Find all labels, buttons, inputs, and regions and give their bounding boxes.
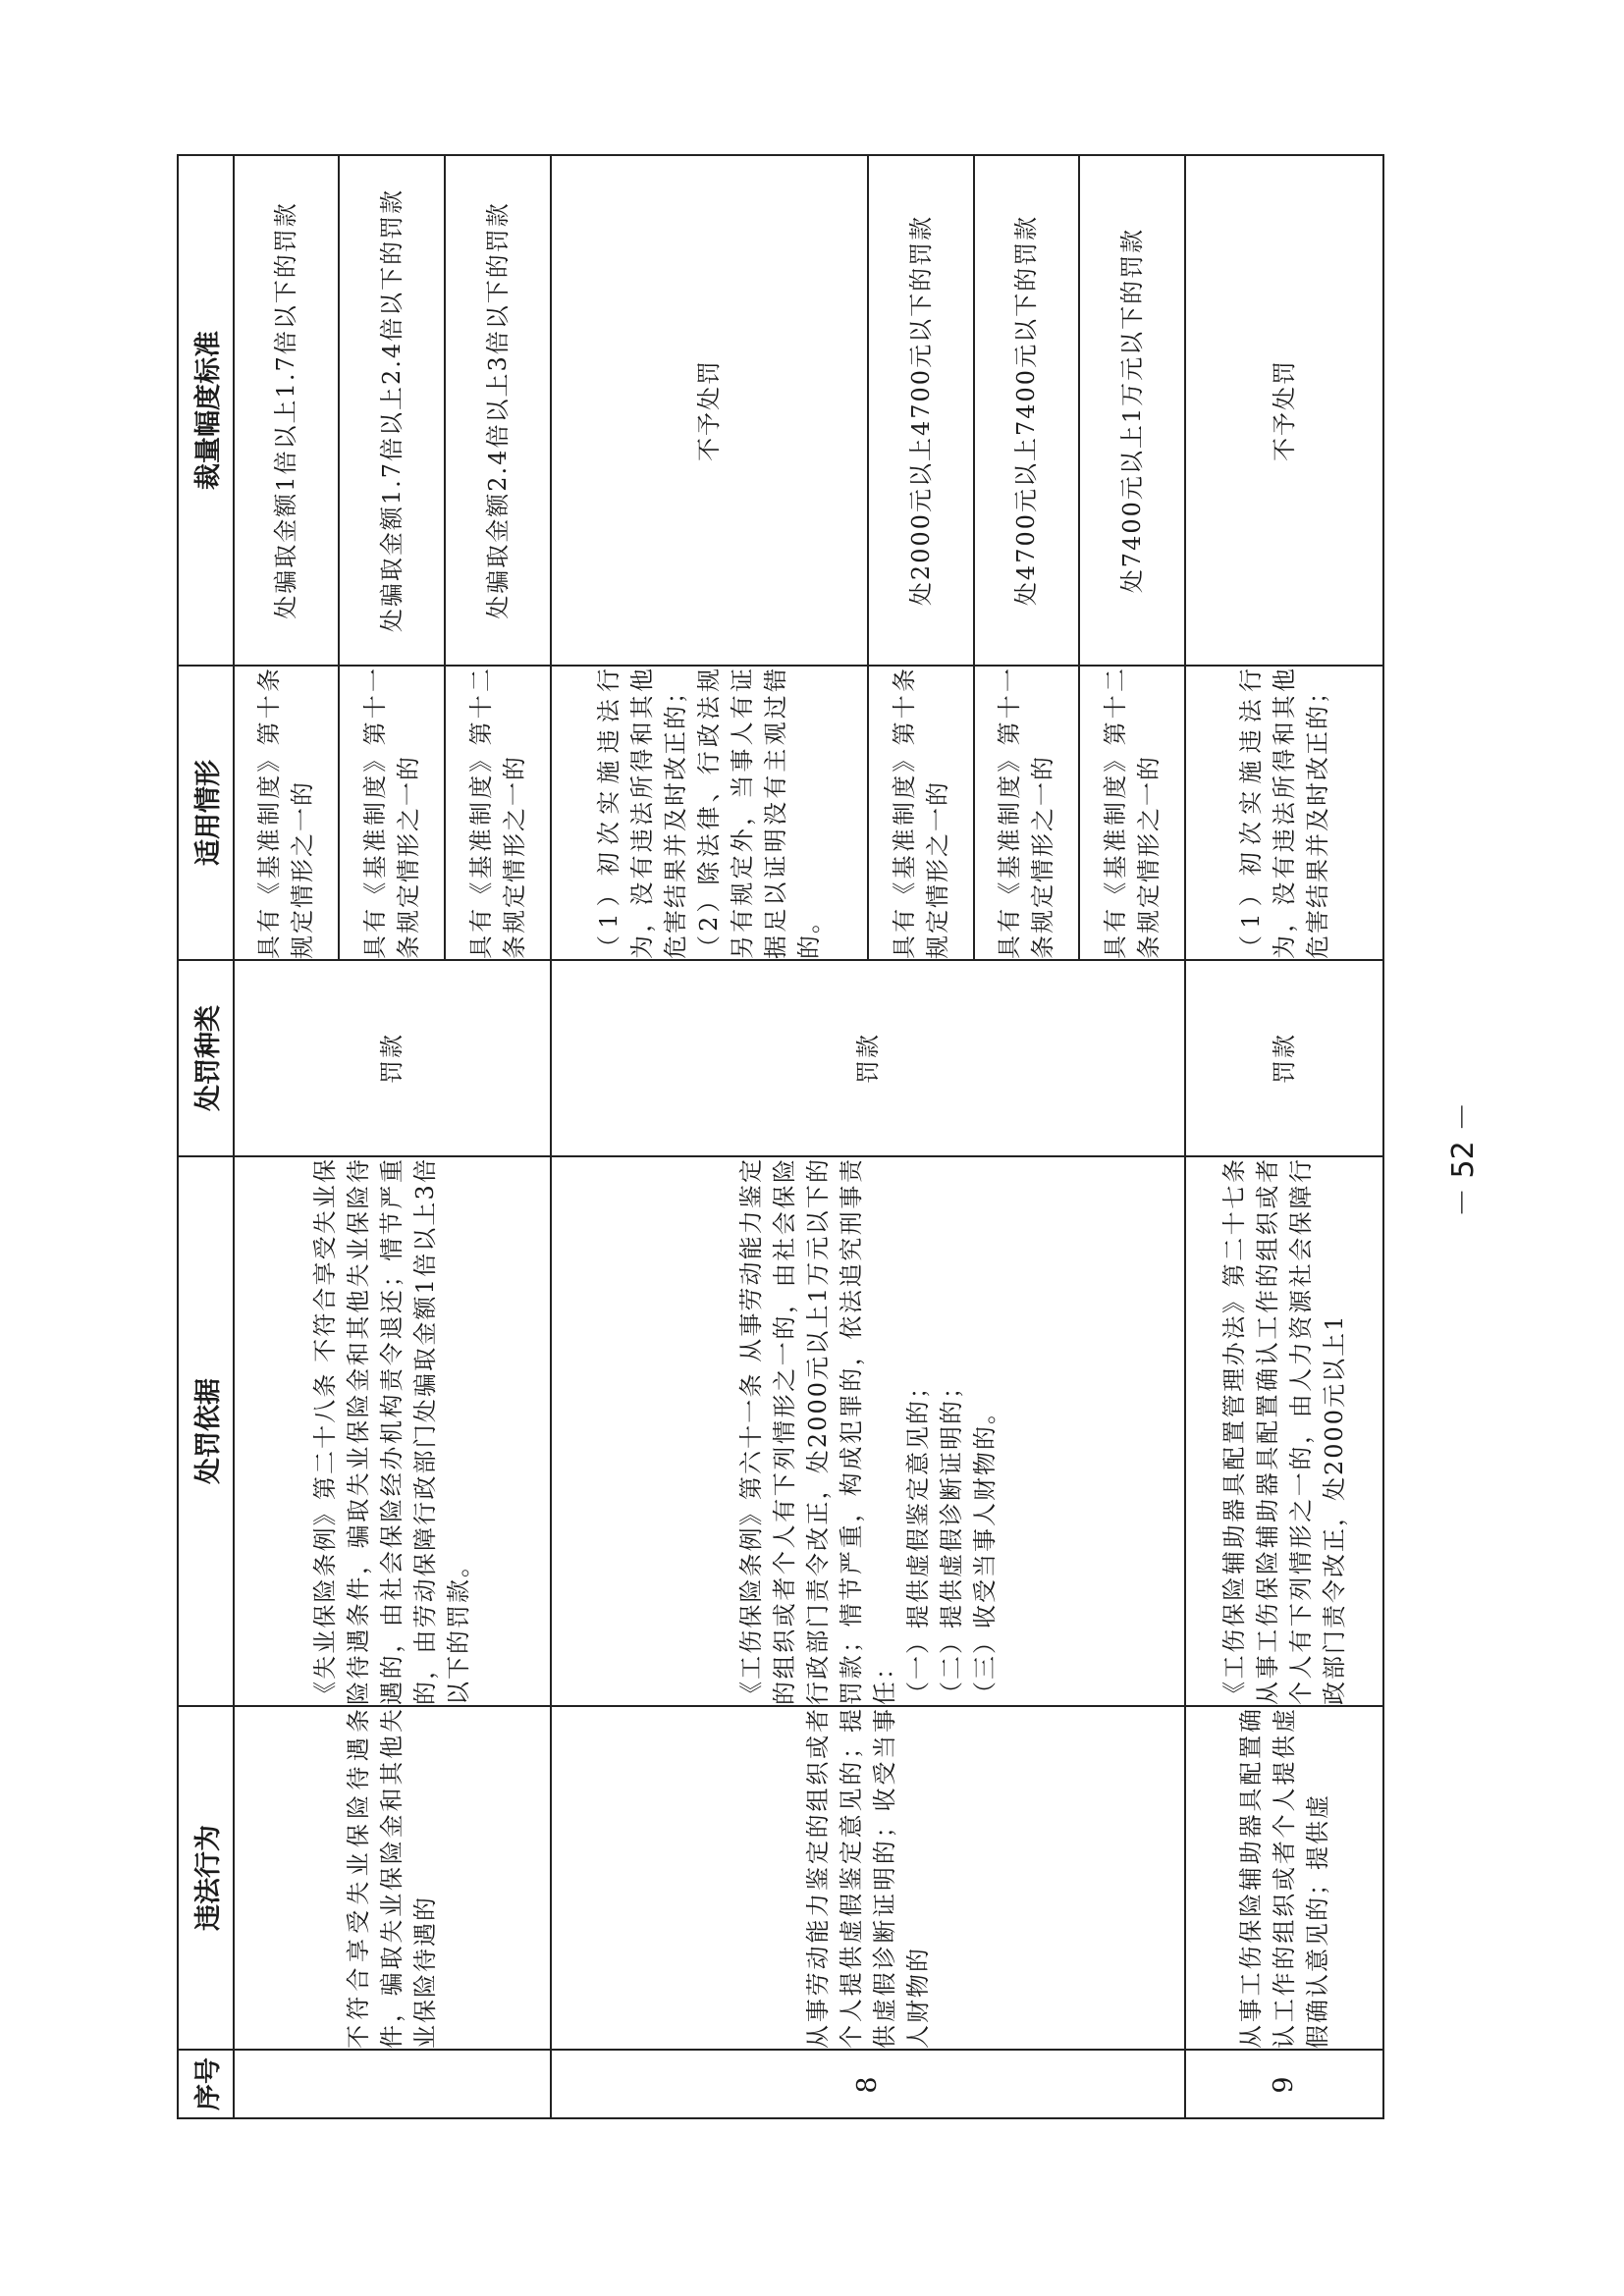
table-row [1185,155,1383,2118]
situation-cell: （1）初次实施违法行为，没有违法所得和其他危害结果并及时改正的； [1185,666,1383,960]
violation-cell: 不符合享受失业保险待遇条件，骗取失业保险金和其他失业保险待遇的 [234,1706,551,2050]
table-row [234,155,340,2118]
situation-cell: 具有《基准制度》第十一条规定情形之一的 [974,666,1080,960]
seq-cell: 8 [551,2050,1185,2118]
seq-cell: 9 [1185,2050,1383,2118]
basis-line: 《工伤保险条例》第六十一条 从事劳动能力鉴定的组织或者个人有下列情形之一的，由社会保险行政部门责令改正，处2000元以上1万元以下的罚款；情节严重，构成犯罪的，依法追究刑事责任： [736,1157,898,1705]
situation-line: （2）除法律、行政法规另有规定外，当事人有证据足以证明没有主观过错的。 [695,667,824,959]
basis-line: （二）提供虚假诊断证明的； [937,1373,965,1705]
standard-cell: 处2000元以上4700元以下的罚款 [868,155,974,666]
situation-cell: 具有《基准制度》第十二条规定情形之一的 [1079,666,1185,960]
basis-line: （一）提供虚假鉴定意见的； [903,1373,932,1705]
situation-cell: 具有《基准制度》第十一条规定情形之一的 [339,666,445,960]
table-row [551,155,868,2118]
standard-cell: 不予处罚 [551,155,868,666]
header-seq: 序号 [178,2050,234,2118]
penalty-type-cell: 罚款 [234,960,551,1156]
standard-cell: 处4700元以上7400元以下的罚款 [974,155,1080,666]
page-number: － 52 － [1446,1101,1481,1217]
penalty-table [177,154,1384,2119]
standard-cell: 不予处罚 [1185,155,1383,666]
penalty-type-cell: 罚款 [1185,960,1383,1156]
header-standard: 裁量幅度标准 [178,155,234,666]
header-penalty-type: 处罚种类 [178,960,234,1156]
basis-cell [551,1156,1185,1706]
basis-cell: 《工伤保险辅助器具配置管理办法》第二十七条从事工伤保险辅助器具配置确认工作的组织或者个人有下列情形之一的，由人力资源社会保障行政部门责令改正，处2000元以上1 [1185,1156,1383,1706]
header-violation: 违法行为 [178,1706,234,2050]
situation-cell: 具有《基准制度》第十条规定情形之一的 [234,666,340,960]
violation-cell: 从事劳动能力鉴定的组织或者个人提供虚假鉴定意见的；提供虚假诊断证明的；收受当事人财物的 [551,1706,1185,2050]
situation-line: （1）初次实施违法行为，没有违法所得和其他危害结果并及时改正的； [595,667,690,959]
standard-cell: 处7400元以上1万元以下的罚款 [1079,155,1185,666]
situation-cell: 具有《基准制度》第十条规定情形之一的 [868,666,974,960]
basis-cell: 《失业保险条例》第二十八条 不符合享受失业保险待遇条件，骗取失业保险金和其他失业保险待遇的，由社会保险经办机构责令退还；情节严重的，由劳动保障行政部门处骗取金额1倍以上3倍以下的罚款。 [234,1156,551,1706]
standard-cell: 处骗取金额1倍以上1.7倍以下的罚款 [234,155,340,666]
header-basis: 处罚依据 [178,1156,234,1706]
header-situation: 适用情形 [178,666,234,960]
situation-cell: 具有《基准制度》第十二条规定情形之一的 [445,666,551,960]
situation-cell [551,666,868,960]
standard-cell: 处骗取金额1.7倍以上2.4倍以下的罚款 [339,155,445,666]
seq-cell [234,2050,551,2118]
basis-line: （三）收受当事人财物的。 [970,1399,999,1705]
penalty-type-cell: 罚款 [551,960,1185,1156]
violation-cell: 从事工伤保险辅助器具配置确认工作的组织或者个人提供虚假确认意见的；提供虚 [1185,1706,1383,2050]
standard-cell: 处骗取金额2.4倍以上3倍以下的罚款 [445,155,551,666]
header-row [178,155,234,2118]
